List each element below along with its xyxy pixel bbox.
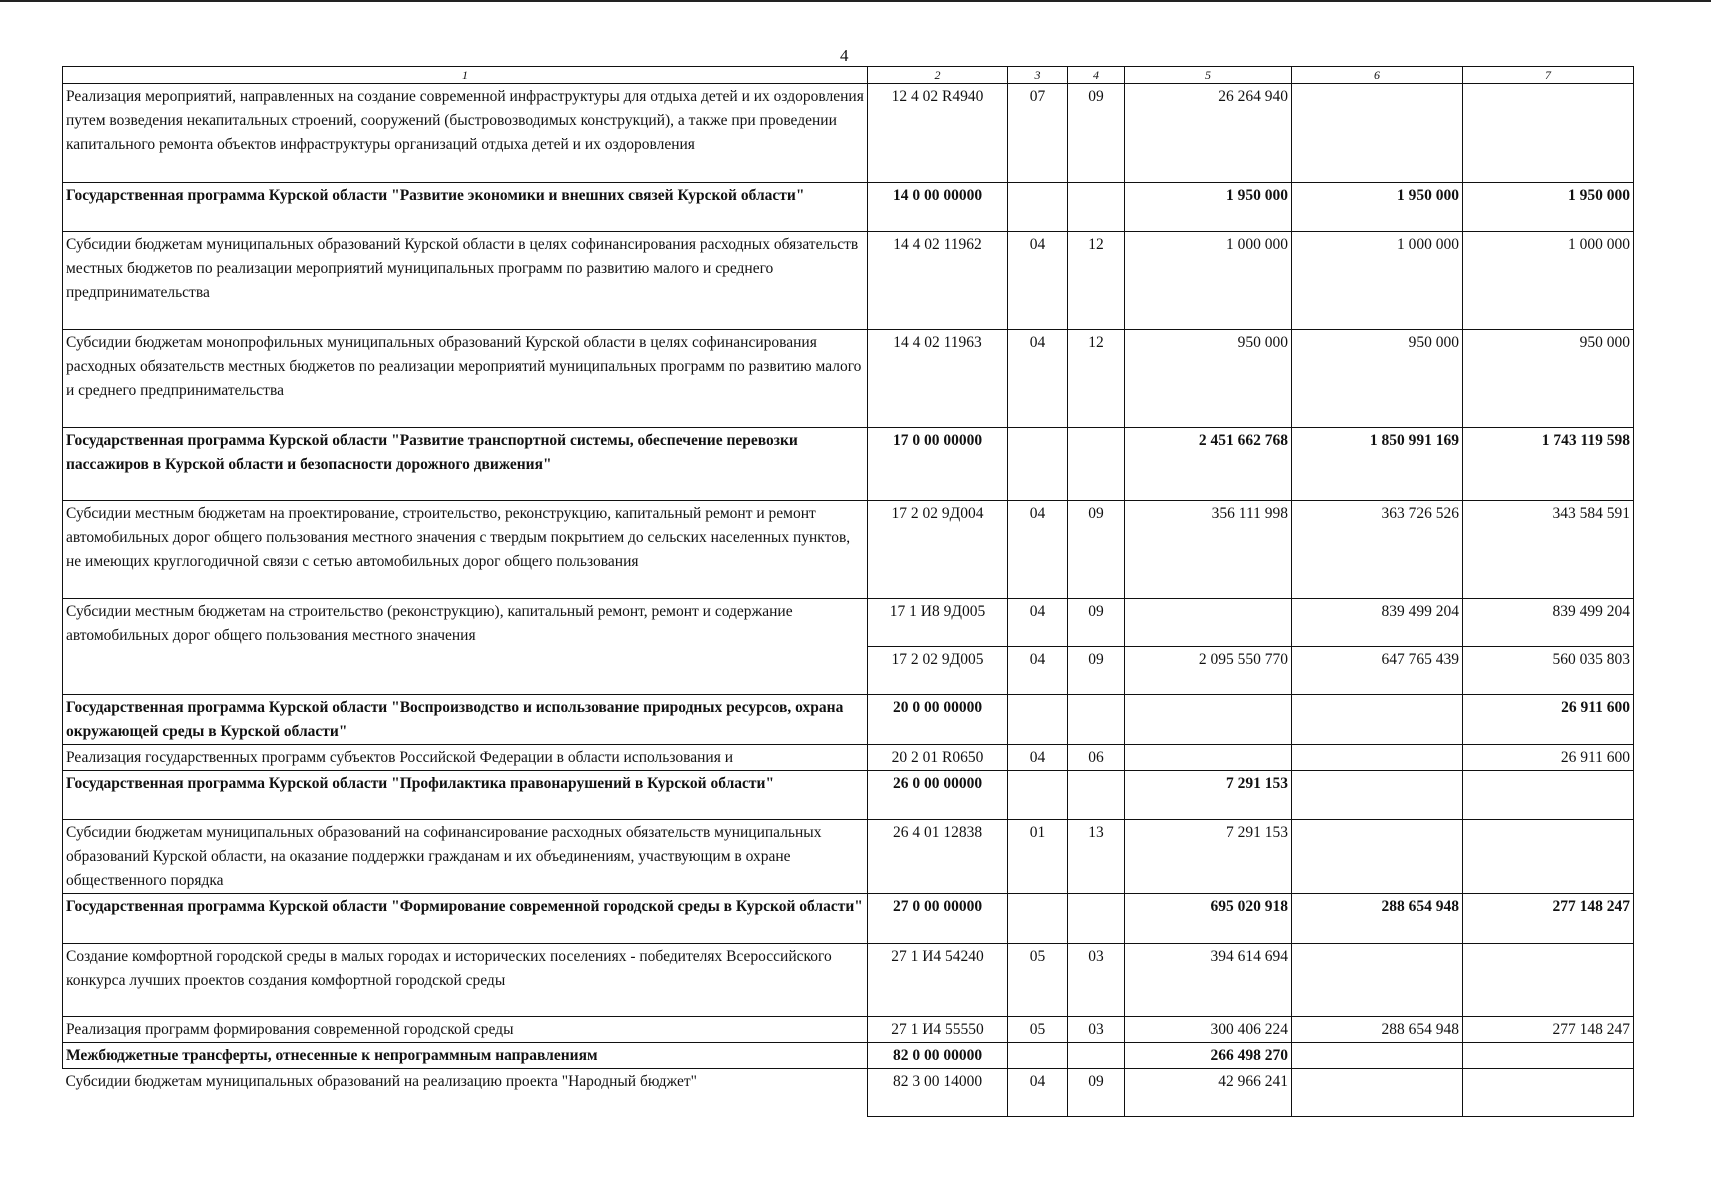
row-value-5: 7 291 153 <box>1125 820 1292 894</box>
row-value-5 <box>1125 599 1292 647</box>
row-code: 26 0 00 00000 <box>868 771 1008 820</box>
row-value-7: 343 584 591 <box>1463 501 1634 599</box>
row-value-6: 363 726 526 <box>1292 501 1463 599</box>
table-row <box>63 330 1634 428</box>
table-row <box>63 183 1634 232</box>
row-name: Реализация мероприятий, направленных на создание современной инфраструктуры для отдыха детей и их оздоровления путем возведения некапитальных строений, сооружений (быстровозводимых конструкций), а также при проведении капитального ремонта объектов инфраструктуры организаций отдыха детей и их оздоровления <box>63 84 868 183</box>
row-value-7 <box>1463 1043 1634 1069</box>
row-value-5 <box>1125 745 1292 771</box>
row-section: 04 <box>1008 745 1068 771</box>
row-code: 26 4 01 12838 <box>868 820 1008 894</box>
row-name: Реализация программ формирования современной городской среды <box>63 1017 868 1043</box>
row-value-7: 1 000 000 <box>1463 232 1634 330</box>
row-value-6 <box>1292 84 1463 183</box>
row-code: 14 4 02 11962 <box>868 232 1008 330</box>
top-border-line <box>0 0 1711 2</box>
table-row <box>63 428 1634 501</box>
row-code: 82 0 00 00000 <box>868 1043 1008 1069</box>
row-value-6 <box>1292 1043 1463 1069</box>
row-code: 27 1 И4 54240 <box>868 944 1008 1017</box>
row-subsection: 12 <box>1068 232 1125 330</box>
table-row <box>63 599 1634 647</box>
row-value-7 <box>1463 771 1634 820</box>
row-subsection: 13 <box>1068 820 1125 894</box>
row-value-5: 950 000 <box>1125 330 1292 428</box>
row-code: 17 1 И8 9Д005 <box>868 599 1008 647</box>
row-value-7 <box>1463 1069 1634 1117</box>
row-section: 04 <box>1008 232 1068 330</box>
row-value-5: 2 451 662 768 <box>1125 428 1292 501</box>
row-value-6: 1 950 000 <box>1292 183 1463 232</box>
row-section <box>1008 1043 1068 1069</box>
row-value-6: 950 000 <box>1292 330 1463 428</box>
row-value-7 <box>1463 820 1634 894</box>
row-value-6: 647 765 439 <box>1292 647 1463 695</box>
row-value-7: 839 499 204 <box>1463 599 1634 647</box>
row-value-5: 695 020 918 <box>1125 894 1292 944</box>
row-name: Субсидии местным бюджетам на строительство (реконструкцию), капитальный ремонт, ремонт и содержание автомобильных дорог общего пользования местного значения <box>63 599 868 695</box>
row-code: 17 0 00 00000 <box>868 428 1008 501</box>
row-subsection <box>1068 1043 1125 1069</box>
row-value-5: 300 406 224 <box>1125 1017 1292 1043</box>
row-section: 04 <box>1008 599 1068 647</box>
row-value-7: 26 911 600 <box>1463 695 1634 745</box>
row-section <box>1008 771 1068 820</box>
table-row <box>63 695 1634 745</box>
row-value-7: 277 148 247 <box>1463 1017 1634 1043</box>
row-code: 14 4 02 11963 <box>868 330 1008 428</box>
row-value-7 <box>1463 944 1634 1017</box>
row-code: 14 0 00 00000 <box>868 183 1008 232</box>
column-header: 7 <box>1463 67 1634 84</box>
row-section: 07 <box>1008 84 1068 183</box>
row-section: 04 <box>1008 647 1068 695</box>
row-name: Субсидии бюджетам муниципальных образований Курской области в целях софинансирования расходных обязательств местных бюджетов по реализации мероприятий муниципальных программ по развитию малого и среднего предпринимательства <box>63 232 868 330</box>
table-row <box>63 232 1634 330</box>
row-code: 17 2 02 9Д005 <box>868 647 1008 695</box>
row-code: 20 2 01 R0650 <box>868 745 1008 771</box>
row-subsection: 12 <box>1068 330 1125 428</box>
row-value-6: 1 850 991 169 <box>1292 428 1463 501</box>
row-code: 20 0 00 00000 <box>868 695 1008 745</box>
row-subsection <box>1068 695 1125 745</box>
row-name: Государственная программа Курской области "Профилактика правонарушений в Курской области" <box>63 771 868 820</box>
column-header: 5 <box>1125 67 1292 84</box>
row-section: 04 <box>1008 330 1068 428</box>
row-subsection: 03 <box>1068 944 1125 1017</box>
row-name: Государственная программа Курской области "Формирование современной городской среды в Курской области" <box>63 894 868 944</box>
row-value-6: 288 654 948 <box>1292 894 1463 944</box>
column-header: 6 <box>1292 67 1463 84</box>
row-subsection <box>1068 894 1125 944</box>
row-value-6 <box>1292 695 1463 745</box>
row-code: 82 3 00 14000 <box>868 1069 1008 1117</box>
row-code: 27 1 И4 55550 <box>868 1017 1008 1043</box>
row-section: 04 <box>1008 1069 1068 1117</box>
row-value-5: 26 264 940 <box>1125 84 1292 183</box>
row-value-5 <box>1125 695 1292 745</box>
row-section <box>1008 428 1068 501</box>
row-subsection <box>1068 771 1125 820</box>
row-value-5: 266 498 270 <box>1125 1043 1292 1069</box>
row-value-7: 1 743 119 598 <box>1463 428 1634 501</box>
row-section: 01 <box>1008 820 1068 894</box>
row-name: Государственная программа Курской области "Развитие экономики и внешних связей Курской области" <box>63 183 868 232</box>
table-row <box>63 501 1634 599</box>
row-value-5: 1 000 000 <box>1125 232 1292 330</box>
row-value-6 <box>1292 771 1463 820</box>
row-subsection: 06 <box>1068 745 1125 771</box>
table-row <box>63 1017 1634 1043</box>
row-section <box>1008 894 1068 944</box>
table-row <box>63 1069 1634 1117</box>
row-subsection: 09 <box>1068 84 1125 183</box>
column-header: 3 <box>1008 67 1068 84</box>
row-value-7: 26 911 600 <box>1463 745 1634 771</box>
row-code: 27 0 00 00000 <box>868 894 1008 944</box>
table-row <box>63 745 1634 771</box>
row-section: 04 <box>1008 501 1068 599</box>
row-section: 05 <box>1008 944 1068 1017</box>
row-name: Субсидии бюджетам монопрофильных муниципальных образований Курской области в целях софинансирования расходных обязательств местных бюджетов по реализации мероприятий муниципальных программ по развитию малого и среднего предпринимательства <box>63 330 868 428</box>
row-value-7: 560 035 803 <box>1463 647 1634 695</box>
row-subsection: 09 <box>1068 647 1125 695</box>
row-value-6: 839 499 204 <box>1292 599 1463 647</box>
row-name: Субсидии бюджетам муниципальных образований на софинансирование расходных обязательств муниципальных образований Курской области, на оказание поддержки гражданам и их объединениям, участвующим в охране общественного порядка <box>63 820 868 894</box>
row-value-6 <box>1292 820 1463 894</box>
row-value-5: 1 950 000 <box>1125 183 1292 232</box>
row-name: Государственная программа Курской области "Развитие транспортной системы, обеспечение перевозки пассажиров в Курской области и безопасности дорожного движения" <box>63 428 868 501</box>
row-section <box>1008 183 1068 232</box>
row-name: Межбюджетные трансферты, отнесенные к непрограммным направлениям <box>63 1043 868 1069</box>
budget-table <box>62 66 1634 1117</box>
row-value-5: 42 966 241 <box>1125 1069 1292 1117</box>
row-value-6 <box>1292 944 1463 1017</box>
row-value-5: 7 291 153 <box>1125 771 1292 820</box>
row-subsection: 03 <box>1068 1017 1125 1043</box>
table-row <box>63 84 1634 183</box>
row-code: 17 2 02 9Д004 <box>868 501 1008 599</box>
row-value-6: 288 654 948 <box>1292 1017 1463 1043</box>
row-value-6 <box>1292 1069 1463 1117</box>
row-value-6 <box>1292 745 1463 771</box>
row-subsection: 09 <box>1068 1069 1125 1117</box>
row-value-6: 1 000 000 <box>1292 232 1463 330</box>
table-row <box>63 771 1634 820</box>
row-value-7: 277 148 247 <box>1463 894 1634 944</box>
row-code: 12 4 02 R4940 <box>868 84 1008 183</box>
row-value-5: 356 111 998 <box>1125 501 1292 599</box>
row-subsection: 09 <box>1068 501 1125 599</box>
page-number: 4 <box>840 46 849 65</box>
column-header: 1 <box>63 67 868 84</box>
row-name: Государственная программа Курской области "Воспроизводство и использование природных ресурсов, охрана окружающей среды в Курской области" <box>63 695 868 745</box>
row-value-7 <box>1463 84 1634 183</box>
column-header: 4 <box>1068 67 1125 84</box>
row-section <box>1008 695 1068 745</box>
column-header: 2 <box>868 67 1008 84</box>
row-subsection: 09 <box>1068 599 1125 647</box>
table-row <box>63 820 1634 894</box>
row-name: Создание комфортной городской среды в малых городах и исторических поселениях - победителях Всероссийского конкурса лучших проектов создания комфортной городской среды <box>63 944 868 1017</box>
row-subsection <box>1068 183 1125 232</box>
table-row <box>63 894 1634 944</box>
row-value-5: 2 095 550 770 <box>1125 647 1292 695</box>
table-row <box>63 1043 1634 1069</box>
table-row <box>63 944 1634 1017</box>
row-value-7: 1 950 000 <box>1463 183 1634 232</box>
table-header-row <box>63 67 1634 84</box>
row-name: Субсидии местным бюджетам на проектирование, строительство, реконструкцию, капитальный ремонт и ремонт автомобильных дорог общего пользования местного значения с твердым покрытием до сельских населенных пунктов, не имеющих круглогодичной связи с сетью автомобильных дорог общего пользования <box>63 501 868 599</box>
row-subsection <box>1068 428 1125 501</box>
row-name: Субсидии бюджетам муниципальных образований на реализацию проекта "Народный бюджет" <box>63 1069 868 1117</box>
row-name: Реализация государственных программ субъектов Российской Федерации в области использования и <box>63 745 868 771</box>
row-value-5: 394 614 694 <box>1125 944 1292 1017</box>
row-section: 05 <box>1008 1017 1068 1043</box>
row-value-7: 950 000 <box>1463 330 1634 428</box>
